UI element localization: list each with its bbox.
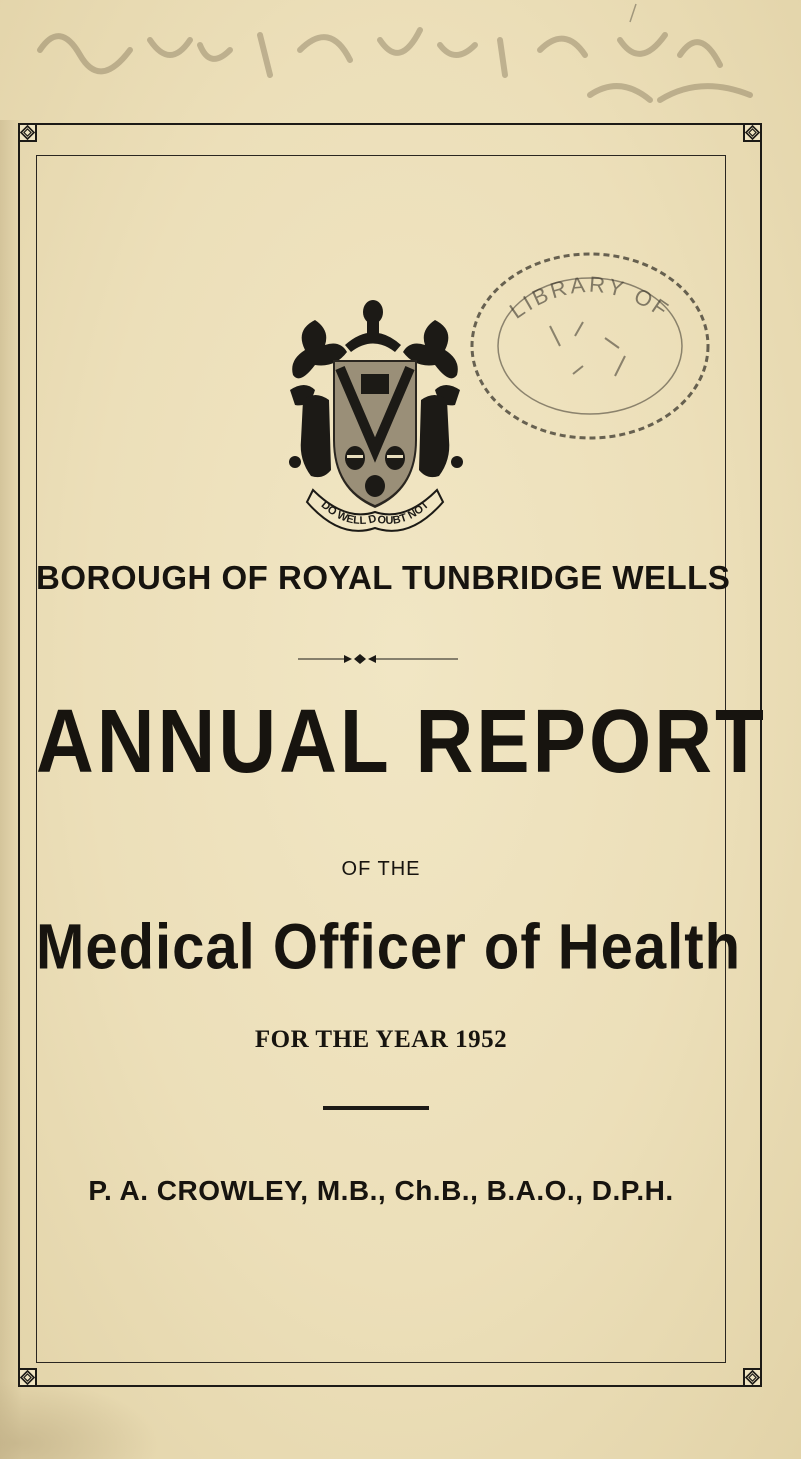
report-year: FOR THE YEAR 1952 bbox=[254, 1026, 508, 1053]
diamond-corner-icon bbox=[18, 123, 37, 142]
report-subtitle: Medical Officer of Health bbox=[36, 911, 742, 983]
author-credit: P. A. CROWLEY, M.B., Ch.B., B.A.O., D.P.H. bbox=[88, 1175, 674, 1206]
svg-text:LIBRARY OF: LIBRARY OF bbox=[504, 271, 675, 324]
coat-of-arms-icon bbox=[285, 290, 465, 540]
divider-rule bbox=[323, 1106, 429, 1110]
borough-heading: BOROUGH OF ROYAL TUNBRIDGE WELLS bbox=[36, 559, 731, 596]
report-title: ANNUAL REPORT bbox=[36, 691, 767, 791]
library-stamp bbox=[465, 246, 715, 446]
of-the-text: OF THE bbox=[341, 858, 421, 880]
diamond-corner-icon bbox=[743, 1368, 762, 1387]
corner-stain bbox=[0, 1380, 160, 1459]
diamond-corner-icon bbox=[743, 123, 762, 142]
motto-text: DO WELL DOUBT NOT bbox=[318, 498, 432, 527]
divider-ornament-icon bbox=[298, 652, 458, 666]
diamond-corner-icon bbox=[18, 1368, 37, 1387]
bleed-through-handwriting bbox=[0, 0, 801, 120]
